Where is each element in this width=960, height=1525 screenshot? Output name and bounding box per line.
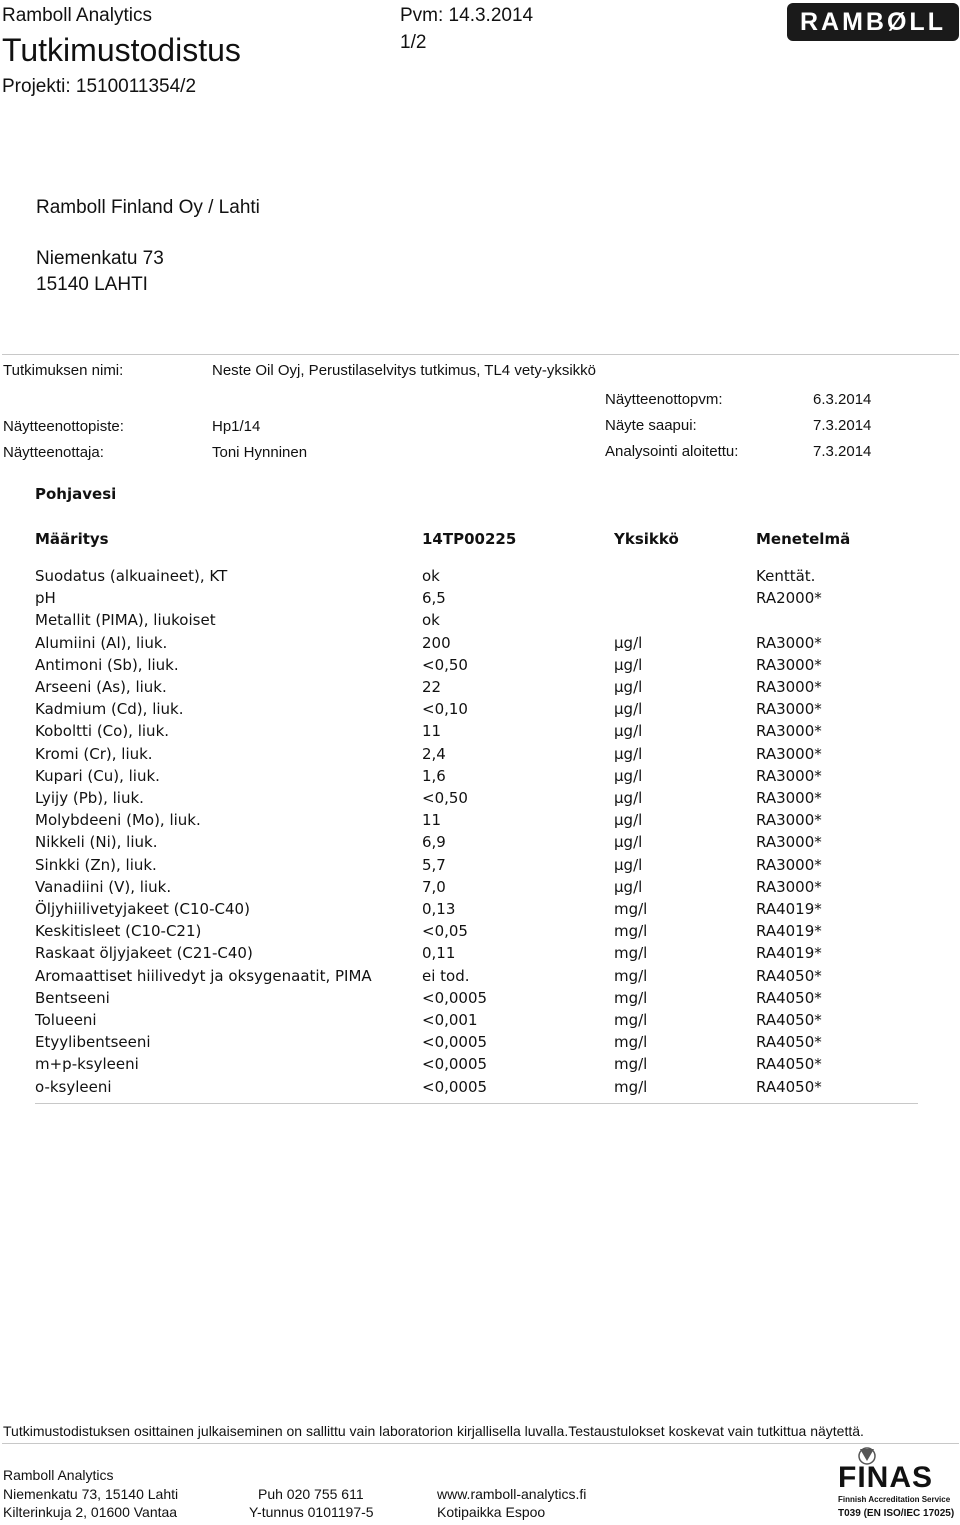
recipient-city: 15140 LAHTI	[36, 274, 148, 295]
unit: µg/l	[614, 878, 643, 896]
method: RA3000*	[756, 767, 822, 785]
table-row	[0, 1033, 960, 1055]
method: RA3000*	[756, 856, 822, 874]
method: RA3000*	[756, 656, 822, 674]
unit: mg/l	[614, 1011, 648, 1029]
result-value: 0,11	[422, 944, 456, 962]
method: RA3000*	[756, 833, 822, 851]
ramboll-logo: RAMBØLL	[787, 3, 959, 41]
method: RA3000*	[756, 745, 822, 763]
result-value: <0,0005	[422, 989, 488, 1007]
result-value: <0,0005	[422, 1078, 488, 1096]
analyte-name: Kromi (Cr), liuk.	[35, 745, 153, 763]
analysis-start-label: Analysointi aloitettu:	[605, 443, 739, 460]
analyte-name: Molybdeeni (Mo), liuk.	[35, 811, 201, 829]
analyte-name: Arseeni (As), liuk.	[35, 678, 167, 696]
result-value: 11	[422, 722, 442, 740]
unit: µg/l	[614, 856, 643, 874]
method: RA4050*	[756, 1011, 822, 1029]
result-value: <0,0005	[422, 1033, 488, 1051]
table-row	[0, 722, 960, 744]
table-row	[0, 833, 960, 855]
recipient-name: Ramboll Finland Oy / Lahti	[36, 197, 260, 218]
method: RA4050*	[756, 1055, 822, 1073]
table-row	[0, 900, 960, 922]
table-row	[0, 811, 960, 833]
finas-name: FINAS	[838, 1461, 933, 1494]
analyte-name: Öljyhiilivetyjakeet (C10-C40)	[35, 900, 250, 918]
method: RA3000*	[756, 789, 822, 807]
footer-notice: Tutkimustodistuksen osittainen julkaiseminen on sallittu vain laboratorion kirjallisella luvalla.Testaustulokset koskevat vain tutkittua näytettä.	[3, 1423, 864, 1439]
method: RA3000*	[756, 722, 822, 740]
recipient-street: Niemenkatu 73	[36, 248, 164, 269]
table-row	[0, 678, 960, 700]
analyte-name: Tolueeni	[35, 1011, 97, 1029]
unit: mg/l	[614, 922, 648, 940]
divider	[2, 354, 959, 355]
footer-divider	[2, 1443, 959, 1444]
result-value: 5,7	[422, 856, 446, 874]
sampling-date-label: Näytteenottopvm:	[605, 391, 723, 408]
sampling-date-value: 6.3.2014	[813, 391, 872, 408]
section-title: Pohjavesi	[35, 485, 117, 503]
analyte-name: Antimoni (Sb), liuk.	[35, 656, 179, 674]
table-row	[0, 634, 960, 656]
analyte-name: Lyijy (Pb), liuk.	[35, 789, 144, 807]
result-value: 200	[422, 634, 451, 652]
method: RA3000*	[756, 678, 822, 696]
result-value: 11	[422, 811, 442, 829]
analyte-name: Etyylibentseeni	[35, 1033, 151, 1051]
table-row	[0, 656, 960, 678]
page-number: 1/2	[400, 32, 427, 53]
analyte-name: Kadmium (Cd), liuk.	[35, 700, 184, 718]
unit: mg/l	[614, 1033, 648, 1051]
method: RA4050*	[756, 967, 822, 985]
footer-address-1: Niemenkatu 73, 15140 Lahti	[3, 1486, 179, 1502]
unit: µg/l	[614, 656, 643, 674]
method: RA2000*	[756, 589, 822, 607]
analyte-name: Suodatus (alkuaineet), KT	[35, 567, 228, 585]
finas-logo	[836, 1447, 955, 1521]
analyte-name: pH	[35, 589, 56, 607]
result-value: <0,50	[422, 789, 468, 807]
unit: mg/l	[614, 967, 648, 985]
result-value: ei tod.	[422, 967, 470, 985]
result-value: <0,50	[422, 656, 468, 674]
result-value: <0,05	[422, 922, 468, 940]
sampler-value: Toni Hynninen	[212, 444, 308, 461]
unit: mg/l	[614, 900, 648, 918]
result-value: 7,0	[422, 878, 446, 896]
table-row	[0, 1011, 960, 1033]
method: RA4019*	[756, 944, 822, 962]
unit: µg/l	[614, 745, 643, 763]
study-label: Tutkimuksen nimi:	[3, 362, 124, 379]
method: Kenttät.	[756, 567, 816, 585]
study-value: Neste Oil Oyj, Perustilaselvitys tutkimus, TL4 vety-yksikkö	[212, 362, 596, 379]
analyte-name: Kupari (Cu), liuk.	[35, 767, 160, 785]
analyte-name: Bentseeni	[35, 989, 110, 1007]
footer-domicile: Kotipaikka Espoo	[437, 1504, 546, 1520]
analyte-name: Koboltti (Co), liuk.	[35, 722, 170, 740]
result-value: 6,9	[422, 833, 446, 851]
unit: µg/l	[614, 789, 643, 807]
footer-website: www.ramboll-analytics.fi	[437, 1486, 587, 1502]
column-header: Yksikkö	[614, 530, 679, 548]
method: RA4050*	[756, 1078, 822, 1096]
analyte-name: Vanadiini (V), liuk.	[35, 878, 172, 896]
unit: µg/l	[614, 678, 643, 696]
table-row	[0, 856, 960, 878]
analyte-name: Aromaattiset hiilivedyt ja oksygenaatit, PIMA	[35, 967, 372, 985]
result-value: 2,4	[422, 745, 446, 763]
table-bottom-rule	[35, 1103, 918, 1104]
table-row	[0, 944, 960, 966]
unit: mg/l	[614, 1055, 648, 1073]
document-date: Pvm: 14.3.2014	[400, 5, 534, 26]
analysis-start-value: 7.3.2014	[813, 443, 872, 460]
method: RA3000*	[756, 878, 822, 896]
column-header: Määritys	[35, 530, 109, 548]
table-row	[0, 611, 960, 633]
method: RA3000*	[756, 700, 822, 718]
unit: mg/l	[614, 989, 648, 1007]
unit: µg/l	[614, 700, 643, 718]
received-label: Näyte saapui:	[605, 417, 697, 434]
company-name: Ramboll Analytics	[2, 5, 152, 26]
unit: mg/l	[614, 944, 648, 962]
table-row	[0, 767, 960, 789]
result-value: 0,13	[422, 900, 456, 918]
unit: µg/l	[614, 722, 643, 740]
analyte-name: Nikkeli (Ni), liuk.	[35, 833, 158, 851]
table-row	[0, 1078, 960, 1100]
analyte-name: Alumiini (Al), liuk.	[35, 634, 168, 652]
footer-phone: Puh 020 755 611	[258, 1486, 364, 1502]
document-title: Tutkimustodistus	[2, 32, 241, 68]
method: RA4050*	[756, 989, 822, 1007]
analyte-name: Raskaat öljyjakeet (C21-C40)	[35, 944, 253, 962]
method: RA4019*	[756, 900, 822, 918]
table-row	[0, 589, 960, 611]
received-value: 7.3.2014	[813, 417, 872, 434]
analyte-name: Sinkki (Zn), liuk.	[35, 856, 157, 874]
unit: µg/l	[614, 833, 643, 851]
method: RA4050*	[756, 1033, 822, 1051]
result-value: ok	[422, 611, 440, 629]
sampling-point-value: Hp1/14	[212, 418, 261, 435]
result-value: ok	[422, 567, 440, 585]
sampler-label: Näytteenottaja:	[3, 444, 104, 461]
footer-address-2: Kilterinkuja 2, 01600 Vantaa	[3, 1504, 178, 1520]
method: RA3000*	[756, 634, 822, 652]
unit: µg/l	[614, 767, 643, 785]
footer-company: Ramboll Analytics	[3, 1467, 114, 1483]
result-value: 1,6	[422, 767, 446, 785]
result-value: <0,10	[422, 700, 468, 718]
analyte-name: o-ksyleeni	[35, 1078, 112, 1096]
sampling-point-label: Näytteenottopiste:	[3, 418, 124, 435]
result-value: 22	[422, 678, 442, 696]
method: RA3000*	[756, 811, 822, 829]
table-row	[0, 1055, 960, 1077]
result-value: <0,001	[422, 1011, 478, 1029]
table-row	[0, 967, 960, 989]
unit: µg/l	[614, 811, 643, 829]
table-row	[0, 745, 960, 767]
analyte-name: m+p-ksyleeni	[35, 1055, 139, 1073]
result-value: <0,0005	[422, 1055, 488, 1073]
table-row	[0, 922, 960, 944]
result-value: 6,5	[422, 589, 446, 607]
project-number: Projekti: 1510011354/2	[2, 76, 197, 97]
table-row	[0, 989, 960, 1011]
analyte-name: Metallit (PIMA), liukoiset	[35, 611, 216, 629]
table-header	[0, 530, 960, 552]
table-row	[0, 567, 960, 589]
column-header: 14TP00225	[422, 530, 517, 548]
table-row	[0, 789, 960, 811]
method: RA4019*	[756, 922, 822, 940]
column-header: Menetelmä	[756, 530, 851, 548]
footer-business-id: Y-tunnus 0101197-5	[249, 1504, 374, 1520]
finas-service: Finnish Accreditation Service	[838, 1495, 951, 1504]
table-row	[0, 700, 960, 722]
unit: mg/l	[614, 1078, 648, 1096]
unit: µg/l	[614, 634, 643, 652]
table-row	[0, 878, 960, 900]
analyte-name: Keskitisleet (C10-C21)	[35, 922, 202, 940]
finas-code: T039 (EN ISO/IEC 17025)	[838, 1508, 955, 1519]
